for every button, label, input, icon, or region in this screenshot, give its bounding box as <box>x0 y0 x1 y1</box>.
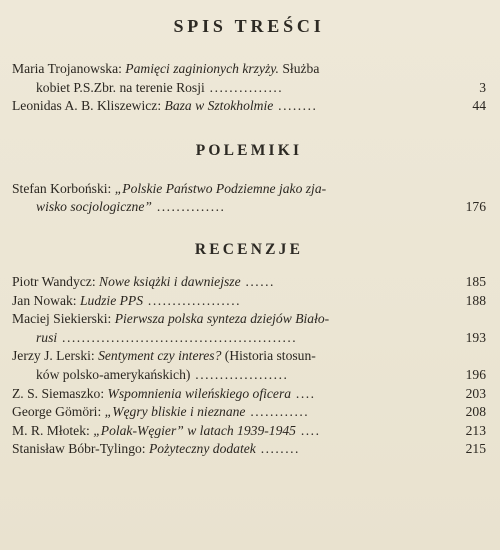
entry-continuation: kobiet P.S.Zbr. na terenie Rosji <box>36 79 205 95</box>
toc-entry <box>12 422 486 441</box>
entry-title: Pierwsza polska synteza dziejów Biało- <box>114 311 330 327</box>
entry-author: Maciej Siekierski: <box>12 311 112 327</box>
toc-entry <box>12 292 486 311</box>
entry-author: Stanisław Bóbr-Tylingo: <box>12 441 146 457</box>
entry-author: Z. S. Siemaszko: <box>12 385 105 401</box>
toc-entry <box>12 385 486 404</box>
entry-subtitle: Służba <box>278 61 320 76</box>
entry-author: Stefan Korboński: <box>12 180 112 196</box>
toc-entry <box>12 310 486 347</box>
spis-tresci-list <box>12 60 486 116</box>
toc-entry <box>12 180 486 217</box>
entry-author: Leonidas A. B. Kliszewicz: <box>12 98 162 114</box>
dot-leader: ............... <box>204 79 284 95</box>
entry-page-number: 215 <box>465 441 486 457</box>
recenzje-list <box>12 273 486 459</box>
entry-page-number: 3 <box>479 79 486 95</box>
entry-subtitle: (Historia stosun- <box>221 348 316 364</box>
entry-title: Pożyteczny dodatek <box>148 441 256 457</box>
entry-title: „Polak-Węgier” w latach 1939-1945 <box>93 422 296 438</box>
entry-author: Jerzy J. Lerski: <box>12 348 95 364</box>
toc-entry <box>12 347 486 384</box>
entry-author: Jan Nowak: <box>12 292 77 308</box>
entry-title: Pamięci zaginionych krzyży. <box>125 61 279 76</box>
entry-page-number: 203 <box>465 385 486 401</box>
entry-author: George Gömöri: <box>12 404 102 420</box>
dot-leader: ............ <box>245 404 310 420</box>
entry-page-number: 208 <box>465 404 486 420</box>
entry-title: Wspomnienia wileńskiego oficera <box>107 385 292 401</box>
entry-page-number: 185 <box>465 273 486 289</box>
entry-page-number: 44 <box>472 98 486 114</box>
entry-page-number: 193 <box>465 329 486 345</box>
dot-leader: ........ <box>273 98 318 114</box>
dot-leader: .... <box>291 385 316 401</box>
dot-leader: ................................................ <box>57 329 298 345</box>
entry-title: „Węgry bliskie i nieznane <box>104 404 246 420</box>
entry-page-number: 196 <box>465 366 486 382</box>
polemiki-list <box>12 180 486 217</box>
entry-continuation: ków polsko-amerykańskich) <box>36 366 191 382</box>
entry-continuation: wisko socjologiczne” <box>36 199 152 215</box>
entry-author: M. R. Młotek: <box>12 422 90 438</box>
entry-title: Baza w Sztokholmie <box>164 98 274 114</box>
dot-leader: ................... <box>143 292 241 308</box>
toc-entry <box>12 403 486 422</box>
dot-leader: ........ <box>255 441 300 457</box>
dot-leader: ................... <box>190 366 289 382</box>
entry-title: Sentyment czy interes? <box>98 348 222 364</box>
entry-page-number: 176 <box>465 199 486 215</box>
entry-author: Piotr Wandycz: <box>12 273 96 289</box>
toc-entry <box>12 440 486 459</box>
entry-page-number: 188 <box>465 292 486 308</box>
entry-title: „Polskie Państwo Podziemne jako zja- <box>114 180 327 196</box>
entry-author: Maria Trojanowska: <box>12 61 122 76</box>
toc-entry <box>12 97 486 116</box>
toc-entry <box>12 273 486 292</box>
spis-tresci-heading: SPIS TREŚCI <box>173 16 325 36</box>
dot-leader: .... <box>295 422 321 438</box>
recenzje-heading: RECENZJE <box>194 240 304 258</box>
entry-title: Nowe książki i dawniejsze <box>99 273 241 289</box>
polemiki-heading: POLEMIKI <box>195 141 303 159</box>
entry-continuation: rusi <box>36 329 58 345</box>
toc-entry <box>12 60 486 97</box>
entry-page-number: 213 <box>465 422 486 438</box>
dot-leader: .............. <box>151 199 226 215</box>
entry-title: Ludzie PPS <box>79 292 144 308</box>
dot-leader: ...... <box>240 273 275 289</box>
